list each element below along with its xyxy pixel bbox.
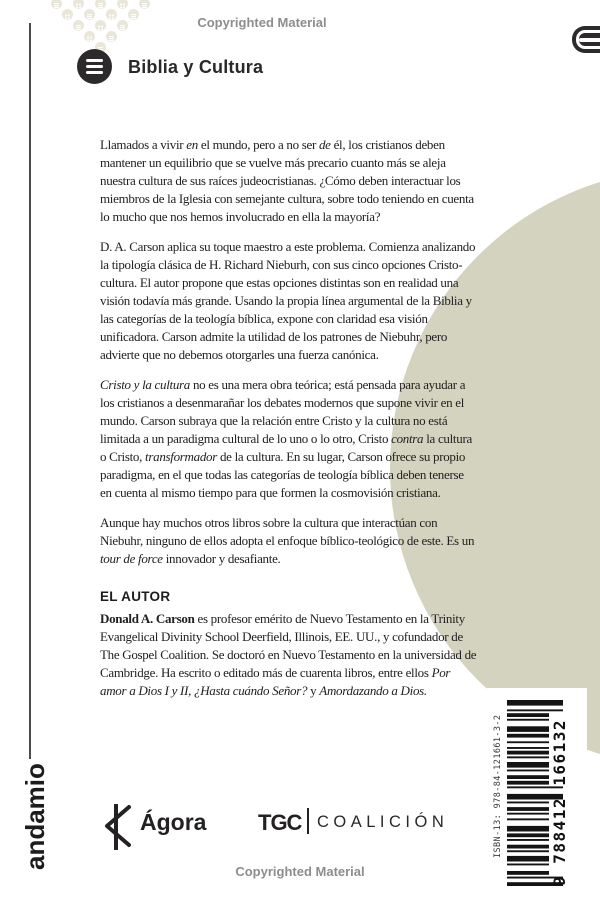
- barcode-digits: 9 788412 166132: [550, 719, 569, 886]
- publisher-mark-icon: [572, 26, 600, 53]
- body-copy: [100, 136, 478, 712]
- body-paragraph: Cristo y la cultura no es una mera obra teórica; está pensada para ayudar a los cristianos a desenmarañar los debates modernos que supone vivir en el mundo. Carson subraya que la relación entre Cristo y la cultura no está limitada a un paradigma cultural de lo uno o lo otro, Cristo contra la cultura o Cristo, transformador de la cultura. En su lugar, Carson ofrece su propio paradigma, en el que todas las categorías de teología bíblica deben tenerse en cuenta al mismo tiempo para que formen la cosmovisión cristiana.: [100, 377, 472, 500]
- body-paragraph: D. A. Carson aplica su toque maestro a este problema. Comienza analizando la tipología clásica de H. Richard Nieburh, con sus cinco opciones Cristo-cultura. El autor propone que estas opciones distintas son en realidad una visión todavía más grande. Usando la propia línea argumental de la Biblia y las categorías de la teología bíblica, expone con claridad esa visión unificadora. Carson admite la utilidad de los patrones de Niebuhr, pero advierte que no debemos otorgarles una fuerza canónica.: [100, 239, 476, 362]
- agora-rune-icon: [103, 804, 133, 850]
- left-rule-divider: [29, 23, 31, 759]
- copyright-top-label: Copyrighted Material: [197, 15, 327, 30]
- copyright-bottom-label: Copyrighted Material: [235, 864, 365, 879]
- author-heading: EL AUTOR: [100, 589, 171, 604]
- spine-publisher-label: andamio: [20, 763, 50, 870]
- barcode-isbn-label: ISBN-13: 978-84-121661-3-2: [493, 714, 503, 858]
- tgc-logo-abbr: TGC: [258, 810, 302, 835]
- agora-logo-label: Ágora: [140, 809, 207, 835]
- body-paragraph: Aunque hay muchos otros libros sobre la cultura que interactúan con Niebuhr, ninguno de ellos adopta el enfoque bíblico-teológico de este. Es un tour de force innovador y desafiante.: [100, 515, 475, 566]
- tgc-logo-label: COALICIÓN: [317, 813, 449, 831]
- hamburger-circle-logo-icon: [77, 49, 112, 84]
- body-paragraph: Llamados a vivir en el mundo, pero a no ser de él, los cristianos deben mantener un equilibrio que se vuelve más precario cuanto más se aleja nuestra cultura de sus raíces judeocristianas. ¿Cómo deben interactuar los miembros de la Iglesia con semejante cultura, sobre todo teniendo en cuenta lo mucho que nos hemos involucrado en ella la mayoría?: [100, 137, 474, 224]
- tgc-logo-divider: [307, 808, 309, 834]
- author-paragraph: Donald A. Carson es profesor emérito de Nuevo Testamento en la Trinity Evangelical Divinity School Deerfield, Illinois, EE. UU., y cofundador de The Gospel Coalition. Se doctoró en Nuevo Testamento en la universidad de Cambridge. Ha escrito o editado más de cuarenta libros, entre ellos Por amor a Dios I y II, ¿Hasta cuándo Señor? y Amordazando a Dios.: [100, 611, 477, 698]
- barcode: [487, 688, 587, 894]
- brand-name: Biblia y Cultura: [128, 57, 264, 77]
